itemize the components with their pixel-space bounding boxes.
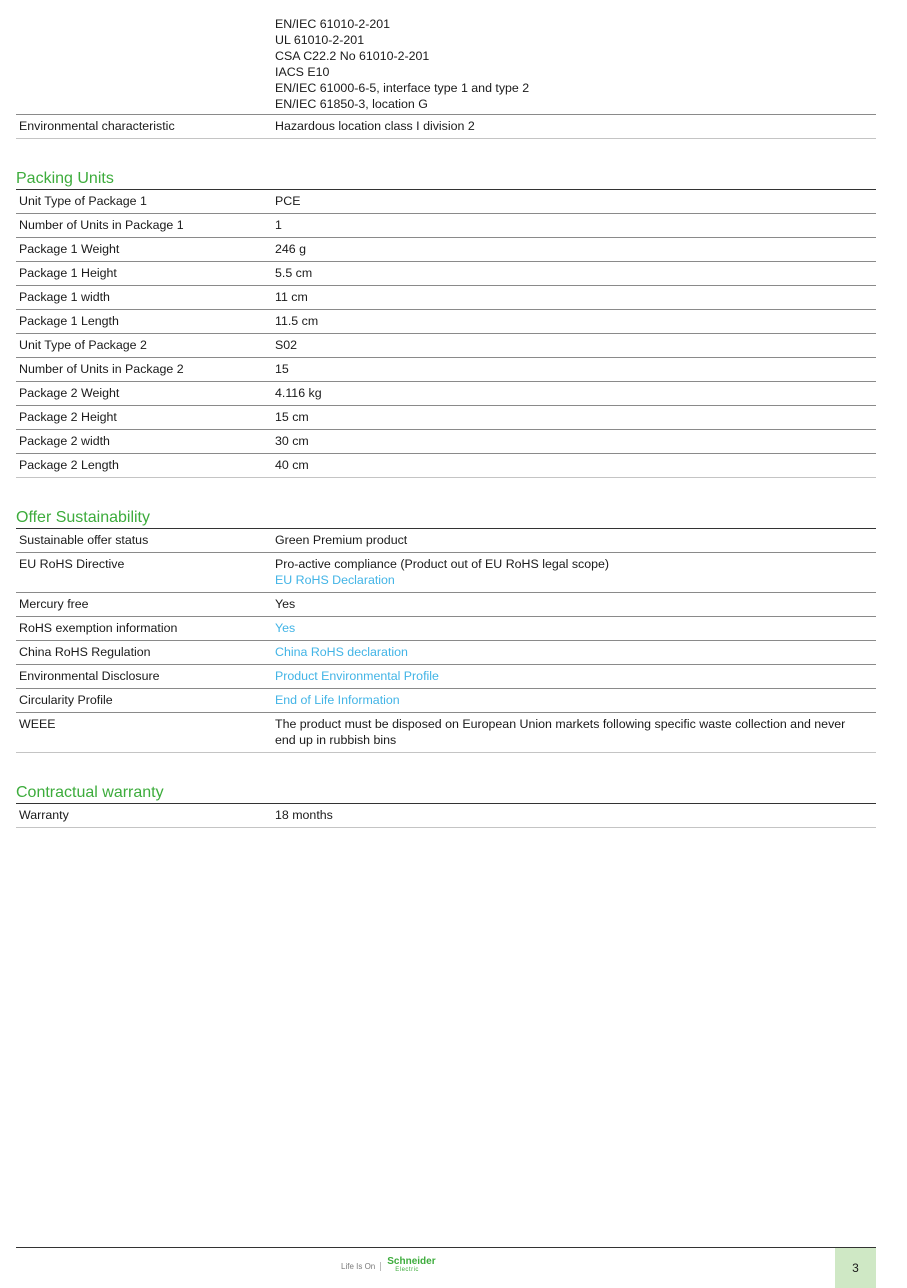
- life-is-on-tagline: Life Is On: [341, 1262, 381, 1271]
- table-row: [16, 190, 876, 214]
- end-of-life-link[interactable]: End of Life Information: [275, 693, 400, 707]
- offer-sustainability-section: [16, 509, 876, 753]
- row-label: Package 2 width: [19, 434, 110, 448]
- row-label: Mercury free: [19, 597, 89, 611]
- standard-item: EN/IEC 61850-3, location G: [275, 97, 428, 111]
- table-row: [16, 454, 876, 478]
- row-label: Environmental characteristic: [19, 119, 175, 133]
- table-row: [16, 529, 876, 553]
- eu-rohs-status: Pro-active compliance (Product out of EU RoHS legal scope): [275, 557, 610, 571]
- row-value: 40 cm: [275, 458, 309, 472]
- table-row: [16, 689, 876, 713]
- row-label: Circularity Profile: [19, 693, 113, 707]
- row-label: WEEE: [19, 717, 56, 731]
- standard-item: EN/IEC 61000-6-5, interface type 1 and type 2: [275, 81, 530, 95]
- row-value: 15 cm: [275, 410, 309, 424]
- section-title: Contractual warranty: [16, 784, 876, 804]
- page-number: 3: [835, 1248, 876, 1288]
- brand-sub: Electric: [395, 1267, 419, 1273]
- row-value: 30 cm: [275, 434, 309, 448]
- table-row: [16, 406, 876, 430]
- brand-wordmark: [387, 1257, 435, 1275]
- row-value: 11 cm: [275, 290, 308, 304]
- row-label: Package 1 width: [19, 290, 110, 304]
- row-label: Unit Type of Package 2: [19, 338, 147, 352]
- row-label: EU RoHS Directive: [19, 557, 125, 571]
- table-row: [16, 286, 876, 310]
- table-row: [16, 214, 876, 238]
- row-value: The product must be disposed on European Union markets following specific waste collection and never end up in rubbish bins: [275, 717, 846, 747]
- standard-item: EN/IEC 61010-2-201: [275, 17, 391, 31]
- row-label: Unit Type of Package 1: [19, 194, 147, 208]
- row-value: [275, 556, 876, 588]
- standards-list: [16, 0, 876, 112]
- section-title: Packing Units: [16, 170, 876, 190]
- row-value: 15: [275, 362, 289, 376]
- table-row: [16, 641, 876, 665]
- datasheet-page: [16, 0, 876, 828]
- packing-units-section: [16, 170, 876, 478]
- row-label: Number of Units in Package 1: [19, 218, 184, 232]
- china-rohs-declaration-link[interactable]: China RoHS declaration: [275, 645, 408, 659]
- row-value: PCE: [275, 194, 301, 208]
- row-value: Green Premium product: [275, 533, 408, 547]
- footer-divider: [16, 1247, 876, 1248]
- table-row: [16, 617, 876, 641]
- row-label: Package 1 Length: [19, 314, 119, 328]
- row-label: Number of Units in Package 2: [19, 362, 184, 376]
- table-row: [16, 382, 876, 406]
- table-row: [16, 262, 876, 286]
- row-value: 1: [275, 218, 282, 232]
- row-value: Hazardous location class I division 2: [275, 119, 475, 133]
- environmental-profile-link[interactable]: Product Environmental Profile: [275, 669, 439, 683]
- eu-rohs-declaration-link[interactable]: EU RoHS Declaration: [275, 573, 395, 587]
- standard-item: UL 61010-2-201: [275, 33, 365, 47]
- row-value: 18 months: [275, 808, 333, 822]
- row-value: 246 g: [275, 242, 307, 256]
- row-value: S02: [275, 338, 298, 352]
- schneider-logo: [341, 1255, 436, 1277]
- section-title: Offer Sustainability: [16, 509, 876, 529]
- table-row: [16, 713, 876, 753]
- rohs-exemption-link[interactable]: Yes: [275, 621, 296, 635]
- table-row: [16, 334, 876, 358]
- row-value: 5.5 cm: [275, 266, 313, 280]
- brand-name: Schneider: [387, 1256, 436, 1267]
- table-row: [16, 553, 876, 593]
- row-label: RoHS exemption information: [19, 621, 178, 635]
- row-label: Package 1 Height: [19, 266, 117, 280]
- row-label: Package 2 Weight: [19, 386, 120, 400]
- row-label: China RoHS Regulation: [19, 645, 151, 659]
- warranty-section: [16, 784, 876, 828]
- row-value: 4.116 kg: [275, 386, 322, 400]
- table-row: [16, 358, 876, 382]
- standard-item: IACS E10: [275, 65, 330, 79]
- table-row: [16, 593, 876, 617]
- row-label: Environmental Disclosure: [19, 669, 160, 683]
- standard-item: CSA C22.2 No 61010-2-201: [275, 49, 430, 63]
- row-label: Sustainable offer status: [19, 533, 149, 547]
- table-row: [16, 238, 876, 262]
- row-label: Package 1 Weight: [19, 242, 120, 256]
- table-row: [16, 430, 876, 454]
- row-label: Warranty: [19, 808, 69, 822]
- table-row: [16, 310, 876, 334]
- table-row: [16, 665, 876, 689]
- row-value: Yes: [275, 597, 296, 611]
- row-value: 11.5 cm: [275, 314, 319, 328]
- row-label: Package 2 Height: [19, 410, 117, 424]
- environment-row: [16, 115, 876, 139]
- row-label: Package 2 Length: [19, 458, 119, 472]
- table-row: [16, 804, 876, 828]
